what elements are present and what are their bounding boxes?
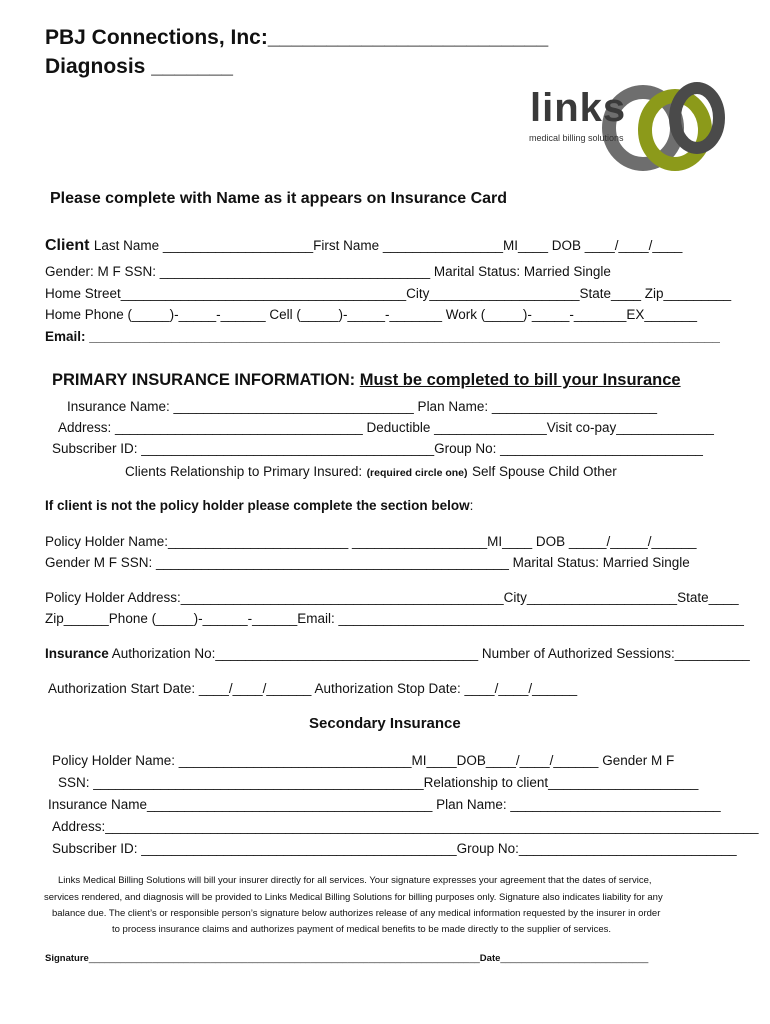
secondary-insurance-plan[interactable]: Insurance Name______________________________________ Plan Name: ____________________________	[48, 797, 721, 812]
primary-subscriber-group-fields[interactable]: Subscriber ID: _______________________________________Group No: ___________________________	[52, 441, 703, 456]
authorization-number-line[interactable]	[45, 646, 750, 661]
policy-holder-name-dob[interactable]: Policy Holder Name:________________________ __________________MI____ DOB _____/_____/______	[45, 534, 697, 549]
secondary-holder-name-dob[interactable]: Policy Holder Name: _______________________________MI____DOB____/____/______ Gender M F	[52, 753, 675, 768]
client-label: Client	[45, 237, 90, 254]
primary-title-plain: PRIMARY INSURANCE INFORMATION:	[52, 371, 360, 389]
primary-address-deductible-fields[interactable]: Address: _________________________________ Deductible _______________Visit co-pay_____________	[58, 420, 714, 435]
policy-holder-intro-colon: :	[469, 498, 474, 513]
secondary-ssn-relationship[interactable]: SSN: ____________________________________________Relationship to client____________________	[58, 775, 699, 790]
secondary-subscriber-group[interactable]: Subscriber ID: __________________________________________Group No:_____________________________	[52, 841, 737, 856]
company-line[interactable]: PBJ Connections, Inc:________________________	[45, 26, 549, 49]
policy-holder-gender-ssn[interactable]: Gender M F SSN: _______________________________________________ Marital Status: Married Single	[45, 555, 690, 570]
policy-holder-intro-bold: If client is not the policy holder please complete the section below	[45, 498, 470, 513]
signature-field[interactable]: __________________________________________________________________________	[88, 953, 480, 964]
disclaimer-line-4: to process insurance claims and authorizes payment of medical benefits to be made directly to the supplier of services.	[112, 924, 612, 935]
client-line-1[interactable]	[45, 237, 682, 255]
diagnosis-line[interactable]: Diagnosis _______	[45, 55, 233, 78]
authorization-bold: Insurance	[45, 646, 109, 661]
secondary-address[interactable]: Address:_______________________________________________________________________________________	[52, 819, 759, 834]
client-phone-fields[interactable]: Home Phone (_____)-_____-______ Cell (_____)-_____-_______ Work (_____)-_____-_______EX_______	[45, 307, 697, 322]
signature-label: Signature	[45, 953, 89, 964]
authorization-dates[interactable]: Authorization Start Date: ____/____/______ Authorization Stop Date: ____/____/______	[48, 681, 578, 696]
secondary-insurance-title: Secondary Insurance	[309, 715, 461, 732]
authorization-number-fields[interactable]: Authorization No:___________________________________ Number of Authorized Sessions:__________	[108, 646, 750, 661]
date-field[interactable]: ____________________________	[500, 953, 649, 964]
relationship-prefix: Clients Relationship to Primary Insured:	[125, 464, 363, 479]
disclaimer-line-1: Links Medical Billing Solutions will bill your insurer directly for all services. Your signature expresses your agreement that the dates of service,	[58, 875, 652, 886]
relationship-options[interactable]: Self Spouse Child Other	[471, 464, 617, 479]
disclaimer-line-3: balance due. The client’s or responsible person’s signature below authorizes release of any medical information requested by the insurer in order	[52, 908, 661, 919]
policy-holder-address[interactable]: Policy Holder Address:___________________________________________City____________________State____	[45, 590, 739, 605]
disclaimer-line-2: services rendered, and diagnosis will be provided to Links Medical Billing Solutions for billing purposes only. Signature also indicates liability for any	[44, 892, 663, 903]
relationship-required: (required circle one)	[366, 467, 468, 479]
client-name-dob-fields[interactable]: Last Name ____________________First Name ________________MI____ DOB ____/____/____	[93, 238, 683, 253]
client-address-fields[interactable]: Home Street______________________________________City____________________State____ Zip_________	[45, 286, 732, 301]
logo-tagline: medical billing solutions	[529, 133, 624, 143]
signature-line[interactable]	[45, 953, 648, 964]
client-gender-ssn-marital[interactable]: Gender: M F SSN: ____________________________________ Marital Status: Married Single	[45, 264, 611, 279]
date-label: Date	[479, 953, 501, 964]
logo-word: links	[530, 86, 627, 130]
client-email-field[interactable]: Email: ____________________________________________________________________________________	[45, 329, 720, 344]
primary-title-underlined: Must be completed to bill your Insurance	[359, 371, 681, 389]
relationship-line[interactable]	[125, 463, 617, 481]
policy-holder-intro	[45, 498, 473, 513]
primary-insurance-plan-fields[interactable]: Insurance Name: ________________________________ Plan Name: ______________________	[67, 399, 658, 414]
links-logo	[525, 78, 725, 183]
primary-insurance-title	[52, 371, 681, 390]
instruction-text: Please complete with Name as it appears on Insurance Card	[50, 190, 508, 207]
policy-holder-zip-phone-email[interactable]: Zip______Phone (_____)-______-______Email: ______________________________________________________	[45, 611, 744, 626]
